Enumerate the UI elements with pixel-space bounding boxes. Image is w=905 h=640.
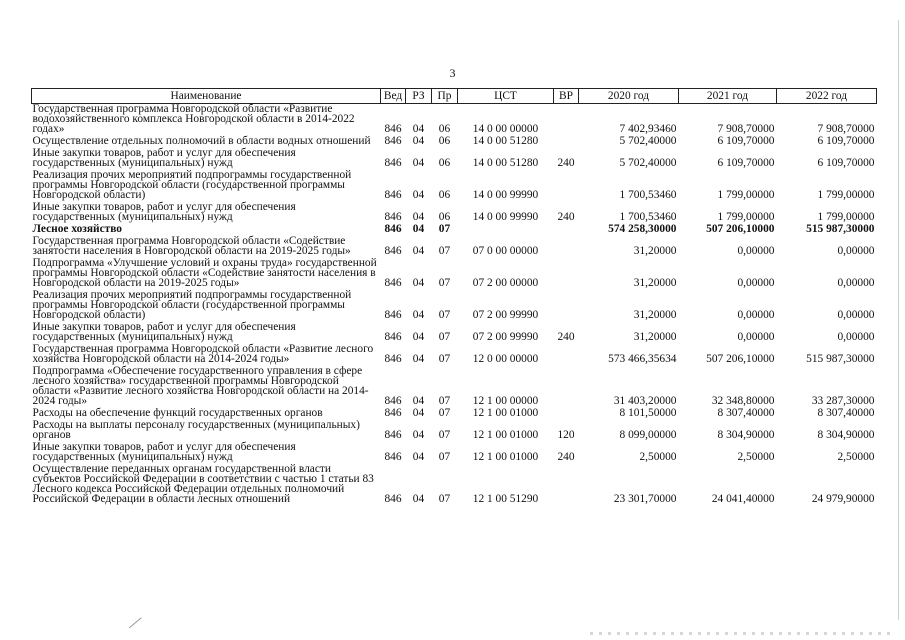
cell-ved: 846 [384, 493, 402, 505]
cell-rz: 04 [412, 277, 425, 289]
cell-2020: 31,20000 [633, 277, 677, 289]
cell-2022: 8 307,40000 [817, 407, 875, 419]
cell-cst: 14 0 00 51280 [472, 157, 539, 169]
cell-2022: 7 908,70000 [817, 123, 875, 135]
cell-2022: 6 109,70000 [817, 157, 875, 169]
header-2020: 2020 год [579, 89, 679, 104]
cell-vr: 120 [557, 429, 575, 441]
header-rz: РЗ [406, 89, 432, 104]
cell-2021: 507 206,10000 [706, 353, 775, 365]
cell-2020: 31,20000 [633, 309, 677, 321]
cell-2022: 1 799,00000 [817, 189, 875, 201]
cell-ved: 846 [384, 211, 402, 223]
cell-ved: 846 [384, 223, 402, 235]
cell-pr: 07 [438, 429, 451, 441]
cell-2020: 7 402,93460 [619, 123, 677, 135]
cell-pr: 07 [438, 331, 451, 343]
table-row [32, 442, 877, 464]
table-row [32, 464, 877, 506]
cell-2020: 1 700,53460 [619, 211, 677, 223]
cell-rz: 04 [412, 123, 425, 135]
cell-2022: 0,00000 [837, 245, 875, 257]
cell-name: Государственная программа Новгородской области «Развитие лесного хозяйства Новгородской области на 2014-2024 годы» [32, 343, 374, 365]
cell-2021: 0,00000 [737, 245, 775, 257]
cell-vr [554, 464, 579, 506]
cell-2022: 515 987,30000 [806, 223, 875, 235]
cell-name: Расходы на выплаты персоналу государственных (муниципальных) органов [32, 419, 360, 441]
cell-name: Иные закупки товаров, работ и услуг для обеспечения государственных (муниципальных) нужд [32, 201, 296, 223]
cell-name: Реализация прочих мероприятий подпрограммы государственной программы Новгородской области (государственной программы Новгородской области) [32, 289, 352, 321]
cell-name: Осуществление отдельных полномочий в области водных отношений [32, 135, 371, 147]
header-ved: Вед [381, 89, 406, 104]
cell-pr: 06 [438, 189, 451, 201]
cell-pr: 07 [438, 353, 451, 365]
table-body [32, 104, 877, 507]
cell-pr: 07 [438, 451, 451, 463]
cell-2021: 507 206,10000 [706, 223, 775, 235]
scan-edge-line [898, 20, 899, 620]
cell-2022: 2,50000 [837, 451, 875, 463]
cell-2020: 5 702,40000 [619, 157, 677, 169]
header-vr: ВР [554, 89, 579, 104]
cell-2022: 8 304,90000 [817, 429, 875, 441]
cell-ved: 846 [384, 353, 402, 365]
cell-name: Подпрограмма «Обеспечение государственного управления в сфере лесного хозяйства» государственной программы Новгородской области «Развитие лесного хозяйства Новгородской области на 2014-2024 годы» [32, 365, 369, 407]
cell-cst: 14 0 00 51280 [472, 135, 539, 147]
cell-name: Расходы на обеспечение функций государственных органов [32, 407, 323, 419]
cell-2021: 24 041,40000 [711, 493, 775, 505]
cell-2022: 33 287,30000 [811, 395, 875, 407]
cell-pr: 06 [438, 211, 451, 223]
cell-ved: 846 [384, 189, 402, 201]
cell-cst: 12 1 00 01000 [472, 429, 539, 441]
cell-rz: 04 [412, 157, 425, 169]
cell-pr: 06 [438, 135, 451, 147]
cell-pr: 06 [438, 157, 451, 169]
cell-cst: 12 1 00 00000 [472, 395, 539, 407]
cell-2021: 0,00000 [737, 331, 775, 343]
cell-2021: 8 307,40000 [717, 407, 775, 419]
cell-rz: 04 [412, 429, 425, 441]
cell-vr: 240 [557, 211, 575, 223]
cell-2022: 0,00000 [837, 309, 875, 321]
cell-vr [554, 258, 579, 290]
cell-pr: 07 [438, 277, 451, 289]
cell-name: Подпрограмма «Улучшение условий и охраны труда» государственной программы Новгородской области «Содействие занятости населения в Новгородской области на 2019-2025 годы» [32, 257, 377, 289]
cell-pr: 07 [438, 309, 451, 321]
cell-ved: 846 [384, 135, 402, 147]
scan-mark [129, 617, 143, 630]
cell-cst: 12 1 00 01000 [472, 451, 539, 463]
cell-cst [458, 224, 554, 236]
cell-rz: 04 [412, 309, 425, 321]
cell-cst: 07 2 00 99990 [472, 331, 539, 343]
cell-vr [554, 136, 579, 148]
page-number: 3 [449, 66, 456, 80]
cell-ved: 846 [384, 407, 402, 419]
cell-name: Иные закупки товаров, работ и услуг для обеспечения государственных (муниципальных) нужд [32, 441, 296, 463]
cell-2021: 1 799,00000 [717, 211, 775, 223]
cell-pr: 07 [438, 245, 451, 257]
cell-2020: 2,50000 [639, 451, 677, 463]
cell-2021: 7 908,70000 [717, 123, 775, 135]
cell-name: Иные закупки товаров, работ и услуг для обеспечения государственных (муниципальных) нужд [32, 147, 296, 169]
cell-ved: 846 [384, 157, 402, 169]
cell-2022: 24 979,90000 [811, 493, 875, 505]
cell-vr: 240 [557, 451, 575, 463]
cell-vr [554, 366, 579, 408]
table-row [32, 344, 877, 366]
cell-rz: 04 [412, 493, 425, 505]
cell-vr [554, 344, 579, 366]
cell-rz: 04 [412, 211, 425, 223]
table-row [32, 148, 877, 170]
table-row [32, 366, 877, 408]
cell-2022: 6 109,70000 [817, 135, 875, 147]
cell-name: Государственная программа Новгородской области «Содействие занятости населения в Новгородской области на 2019-2025 годы» [32, 235, 351, 257]
cell-ved: 846 [384, 309, 402, 321]
cell-rz: 04 [412, 135, 425, 147]
cell-2022: 0,00000 [837, 331, 875, 343]
cell-name: Иные закупки товаров, работ и услуг для обеспечения государственных (муниципальных) нужд [32, 321, 296, 343]
cell-cst: 12 1 00 01000 [472, 407, 539, 419]
header-2021: 2021 год [679, 89, 777, 104]
cell-pr: 07 [438, 493, 451, 505]
cell-2020: 8 099,00000 [619, 429, 677, 441]
header-pr: Пр [432, 89, 458, 104]
table-row [32, 202, 877, 224]
cell-2022: 515 987,30000 [806, 353, 875, 365]
cell-pr: 06 [438, 123, 451, 135]
cell-2021: 2,50000 [737, 451, 775, 463]
cell-vr [554, 170, 579, 202]
cell-2020: 31,20000 [633, 331, 677, 343]
cell-2022: 1 799,00000 [817, 211, 875, 223]
cell-rz: 04 [412, 395, 425, 407]
table-row [32, 322, 877, 344]
table-row [32, 420, 877, 442]
cell-pr: 07 [438, 407, 451, 419]
cell-rz: 04 [412, 353, 425, 365]
cell-cst: 14 0 00 00000 [472, 123, 539, 135]
cell-name: Лесное хозяйство [32, 223, 123, 235]
cell-cst: 12 1 00 51290 [472, 493, 539, 505]
cell-cst: 14 0 00 99990 [472, 189, 539, 201]
cell-rz: 04 [412, 223, 425, 235]
cell-ved: 846 [384, 123, 402, 135]
cell-vr: 240 [557, 157, 575, 169]
cell-ved: 846 [384, 245, 402, 257]
cell-vr: 240 [557, 331, 575, 343]
cell-ved: 846 [384, 277, 402, 289]
cell-pr: 07 [438, 395, 451, 407]
cell-2020: 1 700,53460 [619, 189, 677, 201]
cell-2020: 8 101,50000 [619, 407, 677, 419]
table-row [32, 236, 877, 258]
table-row [32, 290, 877, 322]
cell-cst: 07 2 00 00000 [472, 277, 539, 289]
cell-2021: 6 109,70000 [717, 135, 775, 147]
cell-2021: 32 348,80000 [711, 395, 775, 407]
cell-name: Осуществление переданных органам государственной власти субъектов Российской Федерации в соответствии с частью 1 статьи 83 Лесного кодекса Российской Федерации отдельных полномочий Российской Федерации в области лесных отношений [32, 463, 374, 505]
budget-table [31, 88, 877, 506]
cell-2021: 6 109,70000 [717, 157, 775, 169]
cell-cst: 12 0 00 00000 [472, 353, 539, 365]
table-header-row [32, 89, 877, 104]
table-row [32, 170, 877, 202]
cell-ved: 846 [384, 331, 402, 343]
cell-ved: 846 [384, 451, 402, 463]
cell-rz: 04 [412, 407, 425, 419]
cell-rz: 04 [412, 245, 425, 257]
header-name: Наименование [32, 89, 381, 104]
cell-2020: 573 466,35634 [608, 353, 677, 365]
cell-name: Государственная программа Новгородской области «Развитие водохозяйственного комплекса Новгородской области в 2014-2022 годах» [32, 103, 355, 135]
cell-pr: 07 [438, 223, 451, 235]
header-cst: ЦСТ [458, 89, 554, 104]
cell-name: Реализация прочих мероприятий подпрограммы государственной программы Новгородской области (государственной программы Новгородской области) [32, 169, 352, 201]
header-2022: 2022 год [777, 89, 877, 104]
cell-vr [554, 408, 579, 420]
table-row [32, 258, 877, 290]
table-row [32, 104, 877, 137]
cell-2022: 0,00000 [837, 277, 875, 289]
cell-vr [554, 224, 579, 236]
cell-cst: 07 0 00 00000 [472, 245, 539, 257]
cell-cst: 14 0 00 99990 [472, 211, 539, 223]
cell-2021: 0,00000 [737, 277, 775, 289]
cell-2021: 8 304,90000 [717, 429, 775, 441]
cell-rz: 04 [412, 451, 425, 463]
cell-2021: 1 799,00000 [717, 189, 775, 201]
cell-ved: 846 [384, 395, 402, 407]
cell-2020: 31,20000 [633, 245, 677, 257]
cell-rz: 04 [412, 189, 425, 201]
cell-2021: 0,00000 [737, 309, 775, 321]
cell-2020: 5 702,40000 [619, 135, 677, 147]
cell-ved: 846 [384, 429, 402, 441]
cell-2020: 574 258,30000 [608, 223, 677, 235]
cell-2020: 31 403,20000 [613, 395, 677, 407]
cell-cst: 07 2 00 99990 [472, 309, 539, 321]
cell-2020: 23 301,70000 [613, 493, 677, 505]
scan-dots [590, 632, 890, 635]
cell-vr [554, 236, 579, 258]
cell-vr [554, 290, 579, 322]
cell-vr [554, 104, 579, 137]
cell-rz: 04 [412, 331, 425, 343]
